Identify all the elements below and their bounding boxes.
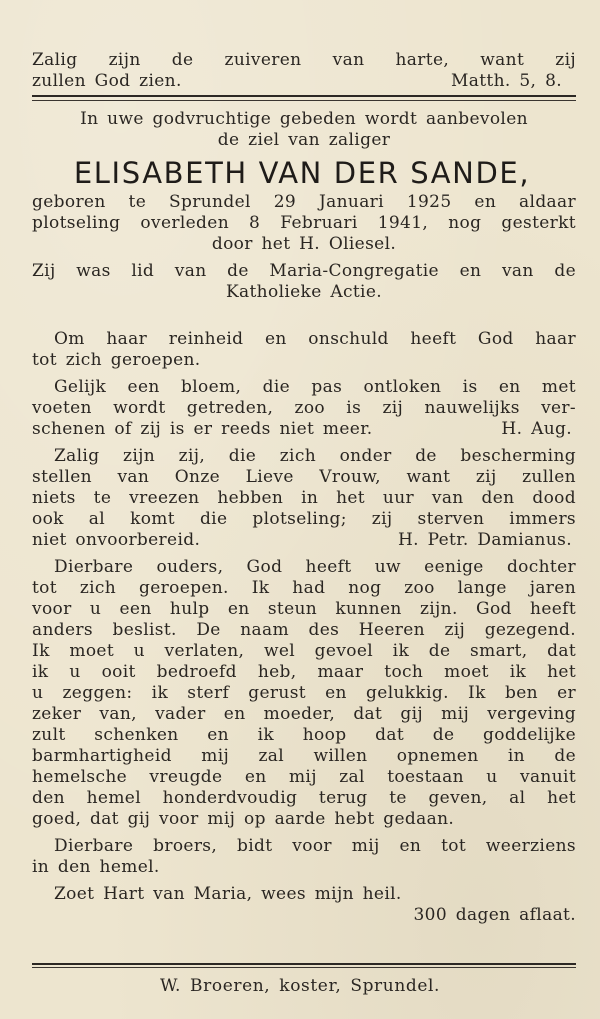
paragraph-line: goed, dat gij voor mij op aarde hebt gedaan. xyxy=(32,809,455,829)
paragraph-line: schenen of zij is er reeds niet meer. xyxy=(32,419,373,439)
paragraph-line: niets te vreezen hebben in het uur van den dood xyxy=(32,488,576,508)
paragraph-line: Ik moet u verlaten, wel gevoel ik de smart, dat xyxy=(32,641,576,661)
epigraph-line-1 xyxy=(32,50,576,71)
paragraph xyxy=(32,836,576,878)
bottom-rule-thin xyxy=(32,967,576,968)
biography-line: plotseling overleden 8 Februari 1941, nog gesterkt xyxy=(32,213,576,233)
paragraph xyxy=(32,377,576,440)
intro-line-2: de ziel van zaliger xyxy=(217,130,391,150)
biography xyxy=(32,192,576,255)
paragraph xyxy=(32,446,576,551)
bottom-rule-thick xyxy=(32,963,576,965)
paragraph-line: Gelijk een bloem, die pas ontloken is en met xyxy=(54,377,576,397)
paragraph-line: Dierbare broers, bidt voor mij en tot weerziens xyxy=(54,836,576,856)
printer-credit: W. Broeren, koster, Sprundel. xyxy=(159,976,441,996)
biography-line: geboren te Sprundel 29 Januari 1925 en aldaar xyxy=(32,192,576,212)
paragraph-line: barmhartigheid mij zal willen opnemen in de xyxy=(32,746,576,766)
paragraph-line: Dierbare ouders, God heeft uw eenige dochter xyxy=(54,557,576,577)
membership-line: Katholieke Actie. xyxy=(225,282,383,302)
paragraph-line: u zeggen: ik sterf gerust en gelukkig. Ik ben er xyxy=(32,683,576,703)
paragraph-line: ik u ooit bedroefd heb, maar toch moet ik het xyxy=(32,662,576,682)
paragraph-line: anders beslist. De naam des Heeren zij gezegend. xyxy=(32,620,576,640)
paragraph-line: stellen van Onze Lieve Vrouw, want zij zullen xyxy=(32,467,576,487)
paragraph-line: den hemel honderdvoudig terug te geven, al het xyxy=(32,788,576,808)
paragraph-line: zult schenken en ik hoop dat de goddelijke xyxy=(32,725,576,745)
paragraph-line: voeten wordt getreden, zoo is zij nauwelijks ver- xyxy=(32,398,576,418)
deceased-name: ELISABETH VAN DER SANDE, xyxy=(73,156,531,190)
paragraph-line: tot zich geroepen. Ik had nog zoo lange jaren xyxy=(32,578,576,598)
paragraph-attribution: H. Aug. xyxy=(501,419,572,439)
epigraph-text-2: zullen God zien. xyxy=(32,71,182,91)
paragraph-line: in den hemel. xyxy=(32,857,160,877)
paragraph-line: Om haar reinheid en onschuld heeft God haar xyxy=(54,329,576,349)
membership xyxy=(32,261,576,303)
biography-line: door het H. Oliesel. xyxy=(211,234,397,254)
intro-line-1: In uwe godvruchtige gebeden wordt aanbevolen xyxy=(80,109,528,129)
top-rule-thin xyxy=(32,100,576,101)
paragraph-line: Zalig zijn zij, die zich onder de bescherming xyxy=(54,446,576,466)
text-body xyxy=(32,329,576,878)
paragraph-line: zeker van, vader en moeder, dat gij mij vergeving xyxy=(32,704,576,724)
epigraph-citation: Matth. 5, 8. xyxy=(450,71,562,91)
indulgence: 300 dagen aflaat. xyxy=(413,905,576,925)
paragraph-line: ook al komt die plotseling; zij sterven immers xyxy=(32,509,576,529)
paragraph-line: voor u een hulp en steun kunnen zijn. God heeft xyxy=(32,599,576,619)
membership-line: Zij was lid van de Maria-Congregatie en van de xyxy=(32,261,576,281)
prayer: Zoet Hart van Maria, wees mijn heil. xyxy=(54,884,402,904)
paragraph-line: hemelsche vreugde en mij zal toestaan u vanuit xyxy=(32,767,576,787)
paragraph xyxy=(32,557,576,830)
paragraph-line: niet onvoorbereid. xyxy=(32,530,201,550)
epigraph-text-1: Zalig zijn de zuiveren van harte, want zij xyxy=(32,50,576,70)
top-rule-thick xyxy=(32,95,576,97)
paragraph xyxy=(32,329,576,371)
paragraph-attribution: H. Petr. Damianus. xyxy=(397,530,572,550)
epigraph-line-2 xyxy=(32,71,576,92)
paragraph-line: tot zich geroepen. xyxy=(32,350,201,370)
